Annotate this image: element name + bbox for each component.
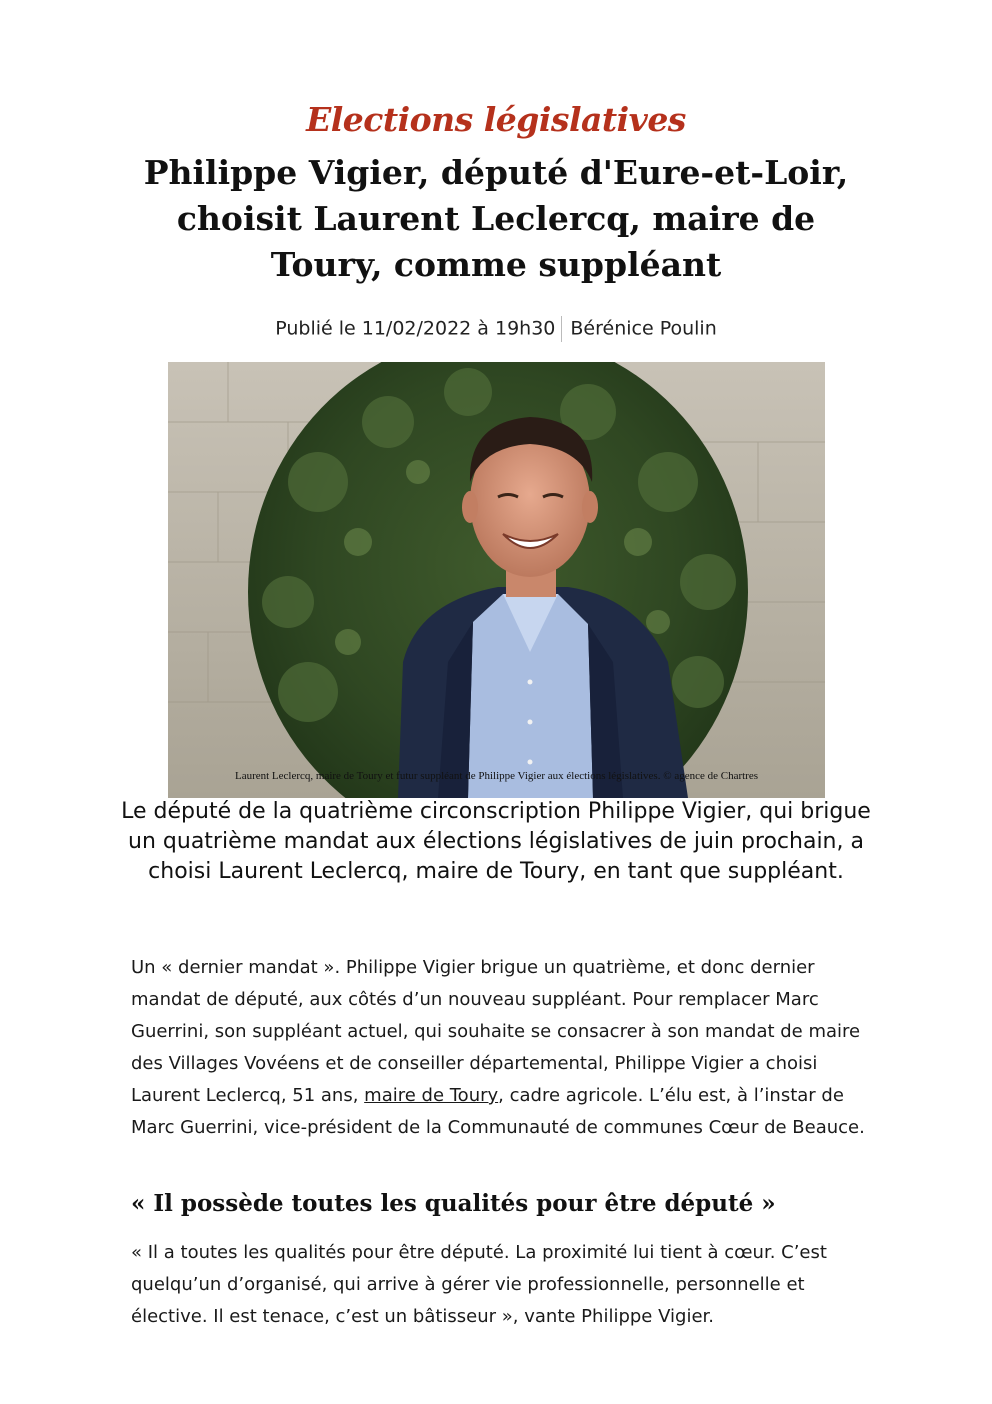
toury-mayor-link[interactable]: maire de Toury (364, 1085, 499, 1106)
article-lead: Le député de la quatrième circonscription Philippe Vigier, qui brigue un quatrième mandat aux élections législatives de juin prochain, a choisi Laurent Leclercq, maire de Toury, en tant que suppléant. (121, 799, 871, 884)
paragraph-text: , cadre agricole. L’élu est, à l’instar de Marc Guerrini, vice-président de la Communauté de communes Cœur de Beauce. (131, 1085, 865, 1138)
portrait-photo-illustration (168, 362, 825, 798)
author-name[interactable]: Bérénice Poulin (570, 317, 717, 340)
byline (0, 316, 992, 342)
paragraph-text: Un « dernier mandat ». Philippe Vigier brigue un quatrième, et donc dernier mandat de député, aux côtés d’un nouveau suppléant. Pour remplacer Marc Guerrini, son suppléant actuel, qui souhaite se consacrer à son mandat de maire des Villages Vovéens et de conseiller départemental, Philippe Vigier a choisi Laurent Leclercq, 51 ans, (131, 957, 861, 1106)
photo-caption: Laurent Leclercq, maire de Toury et futur suppléant de Philippe Vigier aux élections législatives. © agence de Chartres (234, 770, 759, 782)
publication-date: Publié le 11/02/2022 à 19h30 (275, 317, 556, 340)
article-paragraph: « Il a toutes les qualités pour être député. La proximité lui tient à cœur. C’est quelqu’un d’organisé, qui arrive à gérer vie professionnelle, personnelle et élective. Il est tenace, c’est un bâtisseur », vante Philippe Vigier. (131, 1242, 827, 1327)
article-paragraph (131, 952, 871, 1144)
article-kicker: Elections législatives (306, 100, 686, 139)
article-photo[interactable] (168, 362, 825, 798)
section-heading: « Il possède toutes les qualités pour être député » (131, 1190, 776, 1217)
article-title: Philippe Vigier, député d'Eure-et-Loir, choisit Laurent Leclercq, maire de Toury, comme suppléant (143, 153, 849, 284)
byline-divider (561, 316, 562, 342)
